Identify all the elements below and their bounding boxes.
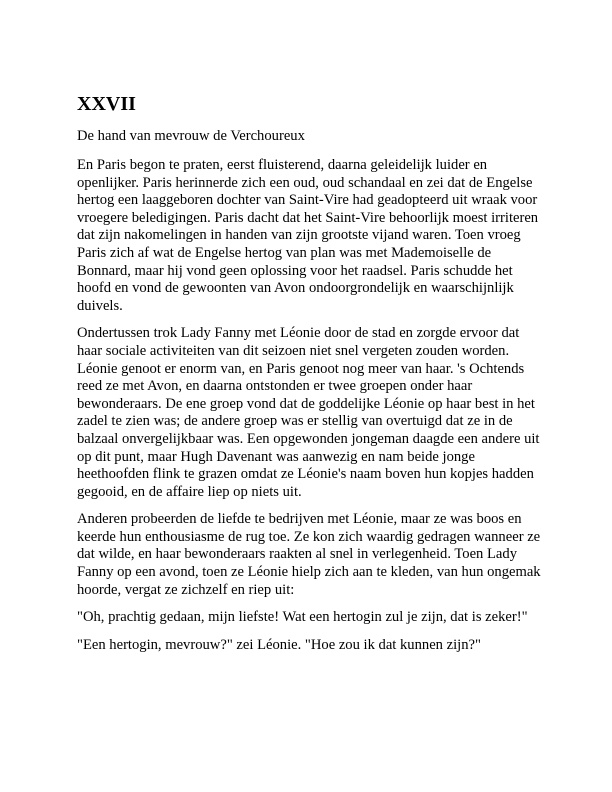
chapter-subtitle: De hand van mevrouw de Verchoureux	[77, 128, 305, 144]
paragraph: "Een hertogin, mevrouw?" zei Léonie. "Hoe zou ik dat kunnen zijn?"	[77, 636, 481, 653]
paragraph: Ondertussen trok Lady Fanny met Léonie door de stad en zorgde ervoor dat haar sociale activiteiten van dit seizoen niet snel vergeten zouden worden. Léonie genoot er enorm van, en Paris genoot nog meer van haar. 's Ochtends reed ze met Avon, en daarna ontstonden er twee groepen onder haar bewonderaars. De ene groep vond dat de goddelijke Léonie op haar best in het zadel te zien was; de andere groep was er stellig van overtuigd dat ze in de balzaal onvergelijkbaar was. Een opgewonden jongeman daagde een andere uit op dit punt, maar Hugh Davenant was aanwezig en nam beide jonge heethoofden flink te grazen omdat ze Léonie's naam boven hun kopjes hadden gegooid, en de affaire liep op niets uit.	[77, 325, 540, 500]
paragraph: En Paris begon te praten, eerst fluisterend, daarna geleidelijk luider en openlijker. Paris herinnerde zich een oud, oud schandaal en zei dat de Engelse hertog een laaggeboren dochter van Saint-Vire had geadopteerd uit wraak voor vroegere beledigingen. Paris dacht dat het Saint-Vire behoorlijk moest irriteren dat zijn nakomelingen in handen van zijn grootste vijand waren. Toen vroeg Paris zich af wat de Engelse hertog van plan was met Mademoiselle de Bonnard, maar hij vond geen oplossing voor het raadsel. Paris schudde het hoofd en vond de gewoonten van Avon ondoorgrondelijk en waarschijnlijk duivels.	[77, 157, 539, 314]
chapter-number: XXVII	[77, 93, 136, 115]
document-page	[77, 92, 547, 664]
paragraph: "Oh, prachtig gedaan, mijn liefste! Wat een hertogin zul je zijn, dat is zeker!"	[77, 609, 528, 626]
paragraph: Anderen probeerden de liefde te bedrijven met Léonie, maar ze was boos en keerde hun enthousiasme de rug toe. Ze kon zich waardig gedragen wanneer ze dat wilde, en haar bewonderaars raakten al snel in verlegenheid. Toen Lady Fanny op een avond, toen ze Léonie hielp zich aan te kleden, van hun ongemak hoorde, vergat ze zichzelf en riep uit:	[77, 511, 541, 598]
